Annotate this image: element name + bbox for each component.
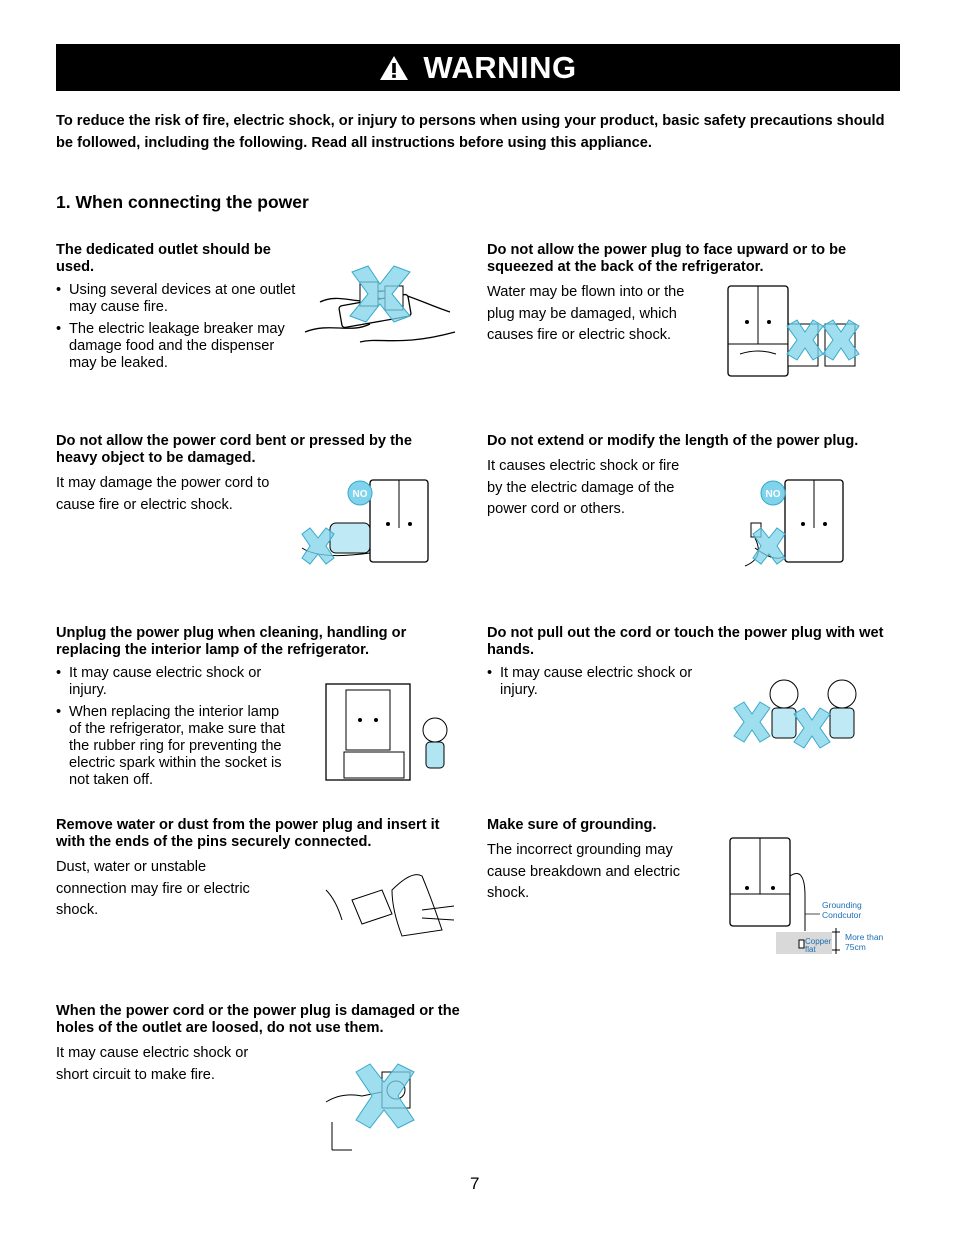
fridge-open-illustration <box>322 680 457 782</box>
bullet: • When replacing the interior lamp of the refrigerator, make sure that the rubber ring for preventing the electric spark within the socket is not taken off. <box>56 704 286 789</box>
item-heading: Unplug the power plug when cleaning, handling or replacing the interior lamp of the refrigerator. <box>56 625 407 658</box>
fridge-plug-upward-illustration <box>725 284 870 380</box>
prohibited-cross-icon <box>794 708 830 748</box>
label-copper: Copper flat <box>805 937 832 954</box>
label-distance: More than 75cm <box>845 932 884 952</box>
banner-title: WARNING <box>423 49 577 85</box>
item-heading: Remove water or dust from the power plug and insert it with the ends of the pins securely connected. <box>56 817 440 850</box>
item-heading: Make sure of grounding. <box>487 817 657 833</box>
multi-plug-illustration <box>300 262 460 358</box>
wet-hands-illustration <box>732 666 867 758</box>
item-body: It may damage the power cord to cause fire or electric shock. <box>56 475 270 513</box>
damaged-outlet-illustration <box>322 1062 422 1152</box>
item-body: It may cause electric shock or short circuit to make fire. <box>56 1045 249 1083</box>
item-dedicated-outlet <box>56 242 296 377</box>
svg-text:NO: NO <box>765 489 781 500</box>
bullet: • Using several devices at one outlet may cause fire. <box>56 282 296 316</box>
page-number: 7 <box>470 1174 480 1193</box>
prohibited-cross-icon <box>734 702 770 742</box>
grounding-illustration <box>725 836 895 958</box>
bullet: • It may cause electric shock or injury. <box>56 665 286 699</box>
section-title: 1. When connecting the power <box>56 192 309 212</box>
intro-text: To reduce the risk of fire, electric shock, or injury to persons when using your product, basic safety precautions should be followed, including the following. Read all instructions before using this appliance. <box>56 113 885 151</box>
fridge-heavy-object-illustration <box>300 468 445 568</box>
warning-banner <box>56 44 900 91</box>
bullet: • The electric leakage breaker may damage food and the dispenser may be leaked. <box>56 321 296 372</box>
item-heading: Do not extend or modify the length of the power plug. <box>487 433 859 449</box>
bullet: • It may cause electric shock or injury. <box>487 665 717 699</box>
no-badge <box>348 481 372 505</box>
no-badge <box>761 481 785 505</box>
item-heading: Do not allow the power plug to face upward or to be squeezed at the back of the refrigerator. <box>487 242 847 275</box>
cleaning-plug-illustration <box>322 870 457 942</box>
fridge-extension-illustration <box>735 468 860 573</box>
item-body: Water may be flown into or the plug may be damaged, which causes fire or electric shock. <box>487 284 685 343</box>
item-body: The incorrect grounding may cause breakdown and electric shock. <box>487 842 681 901</box>
warning-triangle-icon <box>379 55 409 81</box>
item-heading: When the power cord or the power plug is damaged or the holes of the outlet are loosed, do not use them. <box>56 1003 460 1036</box>
item-heading: The dedicated outlet should be used. <box>56 242 271 275</box>
label-conductor: Grounding Condcutor <box>822 900 862 920</box>
item-heading: Do not pull out the cord or touch the power plug with wet hands. <box>487 625 884 658</box>
item-body: Dust, water or unstable connection may fire or electric shock. <box>56 859 250 918</box>
svg-text:NO: NO <box>352 489 368 500</box>
item-body: It causes electric shock or fire by the electric damage of the power cord or others. <box>487 458 680 517</box>
item-heading: Do not allow the power cord bent or pressed by the heavy object to be damaged. <box>56 433 412 466</box>
prohibited-cross-icon <box>302 528 334 564</box>
